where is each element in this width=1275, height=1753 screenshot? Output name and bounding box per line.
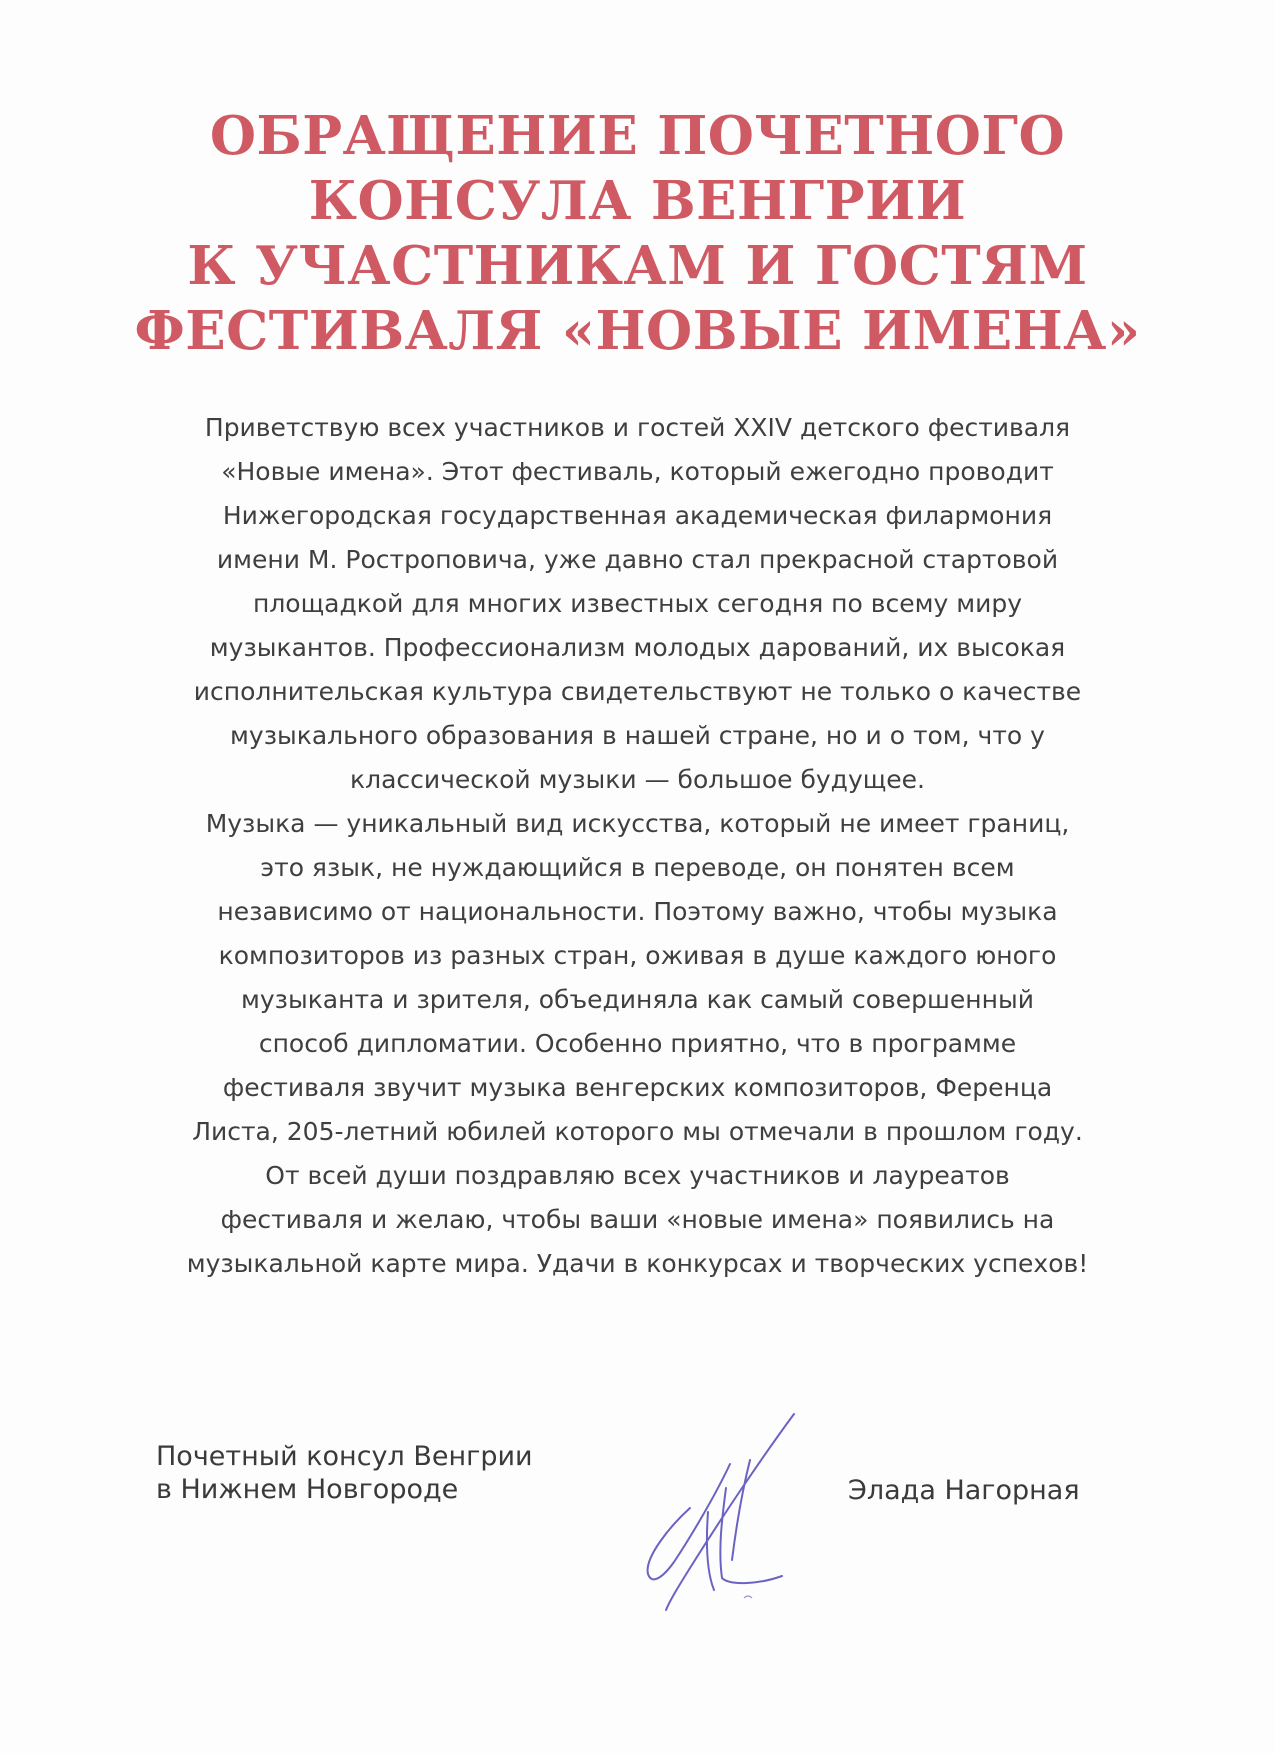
body-line: музыканта и зрителя, объединяла как самый совершенный [241,985,1034,1014]
body-line: музыкального образования в нашей стране, но и о том, что у [230,721,1045,750]
body-line: способ дипломатии. Особенно приятно, что в программе [258,1029,1017,1058]
position-line: в Нижнем Новгороде [156,1474,459,1505]
body-line: От всей души поздравляю всех участников и лауреатов [265,1161,1010,1190]
body-line: композиторов из разных стран, оживая в душе каждого юного [218,941,1057,970]
body-line: это язык, не нуждающийся в переводе, он понятен всем [260,853,1015,882]
position-line: Почетный консул Венгрии [156,1441,533,1472]
signatory-position [156,1440,576,1506]
body-line: площадкой для многих известных сегодня по всему миру [252,589,1023,618]
title-line: ОБРАЩЕНИЕ ПОЧЕТНОГО [209,105,1066,167]
body-line: исполнительская культура свидетельствуют не только о качестве [193,677,1082,706]
signatory-name: Элада Нагорная [848,1475,1080,1506]
title-line: ФЕСТИВАЛЯ «НОВЫЕ ИМЕНА» [134,300,1141,362]
letter-body [140,406,1135,1286]
body-line: Приветствую всех участников и гостей XXIV детского фестиваля [204,413,1071,442]
body-line: фестиваля звучит музыка венгерских композиторов, Ференца [222,1073,1053,1102]
body-line: Музыка — уникальный вид искусства, который не имеет границ, [205,809,1070,838]
handwritten-signature [610,1400,830,1620]
body-line: «Новые имена». Этот фестиваль, который ежегодно проводит [221,457,1054,486]
body-line: Листа, 205-летний юбилей которого мы отмечали в прошлом году. [192,1117,1083,1146]
body-line: фестиваля и желаю, чтобы ваши «новые имена» появились на [220,1205,1055,1234]
body-line: независимо от национальности. Поэтому важно, чтобы музыка [217,897,1058,926]
body-line: классической музыки — большое будущее. [349,765,926,794]
body-line: имени М. Ростроповича, уже давно стал прекрасной стартовой [216,545,1059,574]
body-line: музыкантов. Профессионализм молодых дарований, их высокая [209,633,1066,662]
letter-title [0,104,1275,364]
body-line: Нижегородская государственная академическая филармония [222,501,1053,530]
body-line: музыкальной карте мира. Удачи в конкурсах и творческих успехов! [186,1249,1089,1278]
title-line: КОНСУЛА ВЕНГРИИ [308,170,967,232]
title-line: К УЧАСТНИКАМ И ГОСТЯМ [187,235,1088,297]
